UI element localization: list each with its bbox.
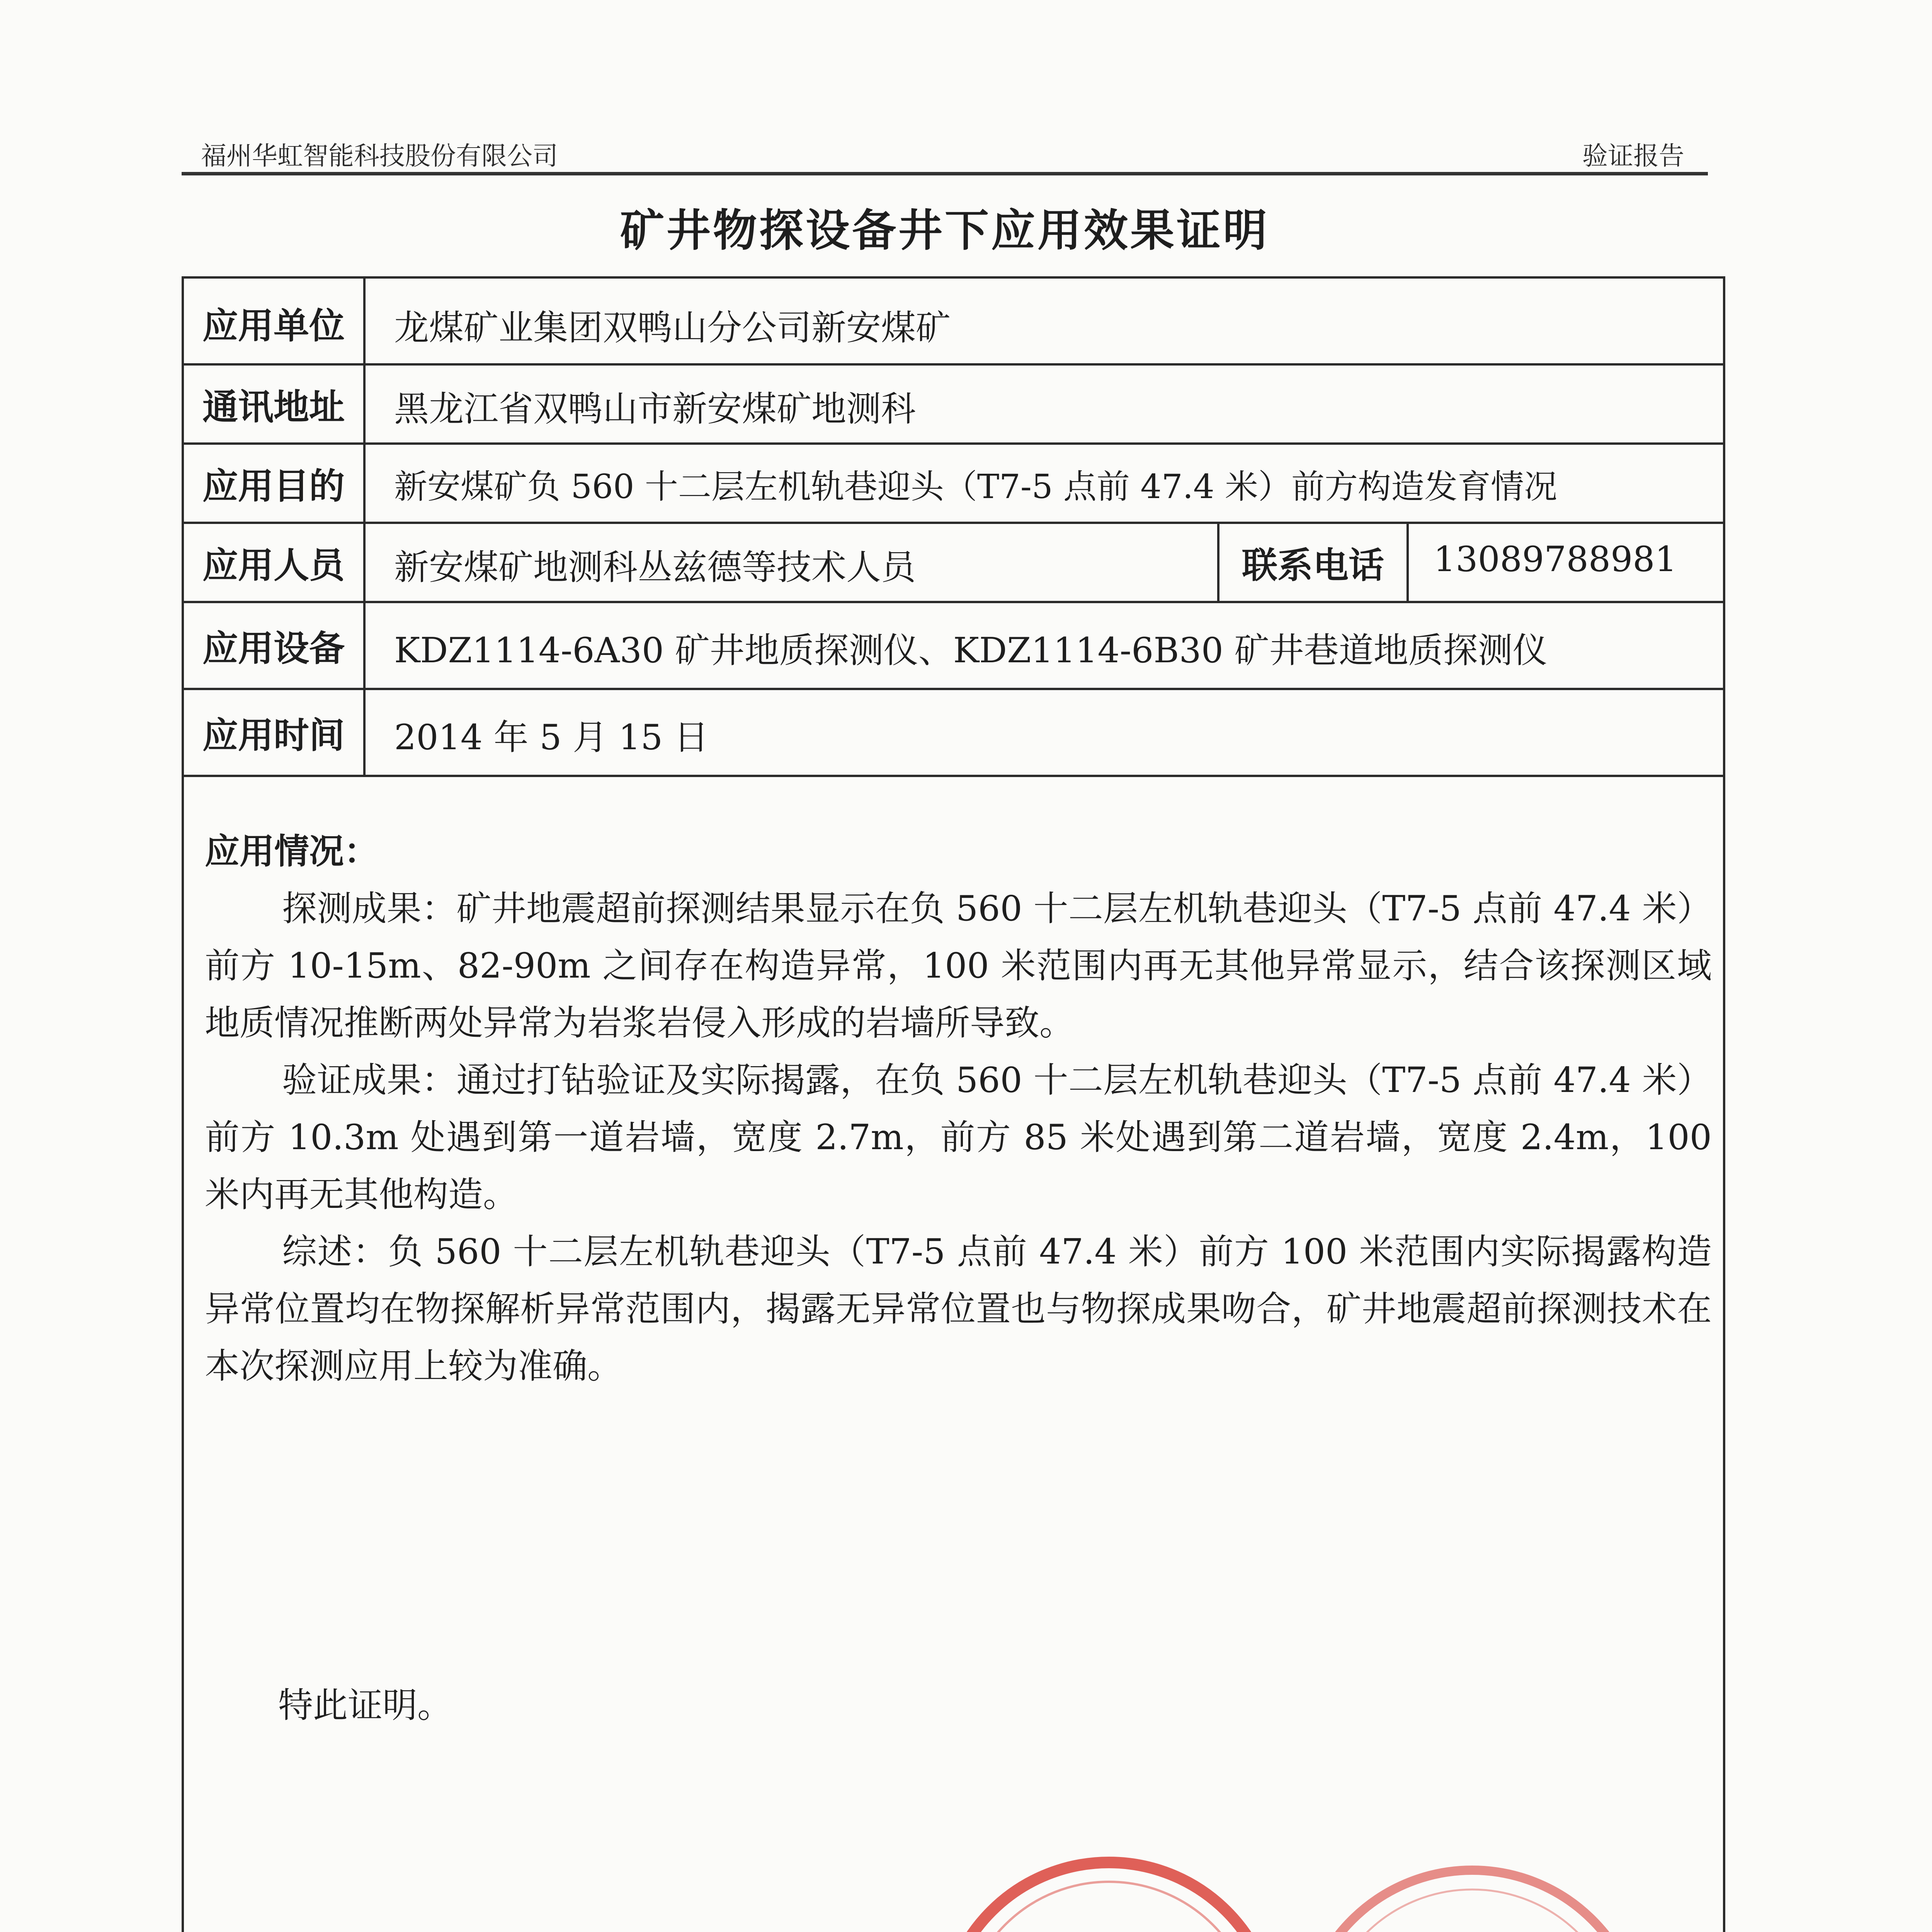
official-seal-right bbox=[1287, 1855, 1658, 1932]
unit-label: 应用单位 bbox=[202, 305, 345, 347]
equipment-value: KDZ1114-6A30 矿井地质探测仪、KDZ1114-6B30 矿井巷道地质探测仪 bbox=[394, 630, 1548, 671]
row-divider bbox=[182, 601, 1725, 603]
phone-value: 13089788981 bbox=[1434, 539, 1677, 580]
seal-inner-ring bbox=[962, 1882, 1256, 1932]
purpose-label: 应用目的 bbox=[202, 466, 345, 507]
detection-result-paragraph: 探测成果：矿井地震超前探测结果显示在负 560 十二层左机轨巷迎头（T7-5 点前 47.4 米）前方 10-15m、82-90m 之间存在构造异常，100 米范围内再无其他异常显示，结合该探测区域地质情况推断两处异常为岩浆岩侵入形成的岩墙所导致。 bbox=[205, 888, 1712, 1043]
unit-value: 龙煤矿业集团双鸭山分公司新安煤矿 bbox=[394, 308, 951, 348]
document-type: 验证报告 bbox=[1582, 141, 1684, 171]
header-divider bbox=[182, 172, 1708, 175]
page-title: 矿井物探设备井下应用效果证明 bbox=[620, 205, 1269, 256]
row-divider bbox=[182, 442, 1725, 445]
phone-divider bbox=[1406, 522, 1409, 601]
equipment-label: 应用设备 bbox=[202, 628, 345, 669]
time-label: 应用时间 bbox=[202, 715, 345, 756]
seal-ring bbox=[1302, 1870, 1642, 1932]
certify-statement: 特此证明。 bbox=[278, 1685, 452, 1726]
official-seal-left bbox=[927, 1847, 1291, 1932]
row-divider bbox=[182, 522, 1725, 524]
row-divider bbox=[182, 688, 1725, 690]
seal-ring bbox=[943, 1862, 1275, 1932]
personnel-value: 新安煤矿地测科丛兹德等技术人员 bbox=[394, 547, 916, 588]
company-name: 福州华虹智能科技股份有限公司 bbox=[201, 141, 558, 171]
address-label: 通讯地址 bbox=[202, 386, 345, 428]
summary-paragraph: 综述：负 560 十二层左机轨巷迎头（T7-5 点前 47.4 米）前方 100 米范围内实际揭露构造异常位置均在物探解析异常范围内，揭露无异常位置也与物探成果吻合，矿井地震超前探测技术在本次探测应用上较为准确。 bbox=[205, 1231, 1712, 1386]
time-value: 2014 年 5 月 15 日 bbox=[394, 717, 709, 758]
situation-heading: 应用情况： bbox=[205, 831, 379, 872]
label-column-divider bbox=[363, 276, 366, 775]
row-divider bbox=[182, 775, 1725, 777]
verification-result-paragraph: 验证成果：通过打钻验证及实际揭露，在负 560 十二层左机轨巷迎头（T7-5 点前 47.4 米）前方 10.3m 处遇到第一道岩墙，宽度 2.7m，前方 85 米处遇到第二道岩墙，宽度 2.4m，100 米内再无其他构造。 bbox=[205, 1060, 1712, 1215]
row-divider bbox=[182, 363, 1725, 366]
phone-label: 联系电话 bbox=[1242, 545, 1384, 586]
purpose-value: 新安煤矿负 560 十二层左机轨巷迎头（T7-5 点前 47.4 米）前方构造发育情况 bbox=[394, 468, 1558, 506]
situation-section bbox=[205, 823, 1712, 1395]
personnel-label: 应用人员 bbox=[202, 545, 345, 586]
address-value: 黑龙江省双鸭山市新安煤矿地测科 bbox=[394, 389, 916, 429]
